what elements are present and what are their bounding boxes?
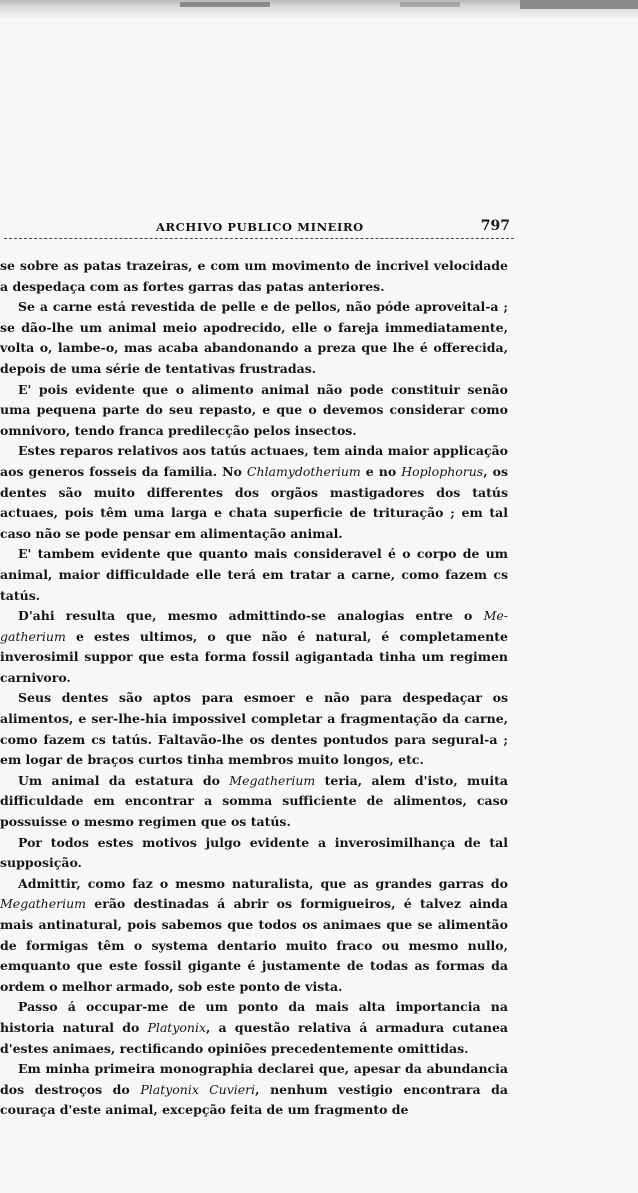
paragraph: [0, 833, 508, 874]
italic-term: Chlamydotherium: [246, 463, 361, 479]
paragraph: [0, 380, 508, 442]
text-run: erão destinadas á abrir os formigueiros, é talvez ainda mais antinatural, pois sabemos que todos os animaes que se alimentão de formigas têm o systema dentario muito fraco ou mesmo nullo, emquanto que este fossil gigante é justamente de todas as formas da ordem o melhor armado, sob este ponto de vista.: [0, 896, 508, 994]
paragraph: [0, 1059, 508, 1121]
paragraph: [0, 297, 508, 379]
text-run: E' tambem evidente que quanto mais consideravel é o corpo de um animal, maior difficuldade elle terá em tratar a carne, como fazem cs tatús.: [0, 546, 508, 603]
italic-term: Megatherium: [229, 772, 316, 788]
text-run: D'ahi resulta que, mesmo admittindo-se analogias entre o: [18, 608, 484, 624]
paragraph: [0, 688, 508, 770]
paragraph: [0, 441, 508, 544]
text-run: Seus dentes são aptos para esmoer e não para despedaçar os alimentos, e ser-lhe-hia impossivel completar a fragmentação da carne, como fazem cs tatús. Faltavão-lhe os dentes pontudos para segural-a ; em logar de braços curtos tinha membros muito longos, etc.: [0, 690, 508, 768]
italic-term: Megatherium: [0, 608, 508, 644]
text-run: Por todos estes motivos julgo evidente a inverosimilhança de tal supposição.: [0, 834, 508, 871]
text-run: Estes reparos relativos aos tatús actuaes, tem ainda maior applicação aos generos fosseis da familia. No: [0, 443, 508, 479]
paragraph: [0, 606, 508, 688]
text-run: Em minha primeira monographia declarei que, apesar da abundancia dos destroços do: [0, 1061, 508, 1097]
page-number: 797: [480, 218, 510, 234]
text-run: Passo á occupar-me de um ponto da mais alta importancia na historia natural do: [0, 999, 508, 1035]
text-run: , nenhum vestigio encontrara da couraça d'este animal, excepção feita de um fragmento de: [0, 1081, 508, 1118]
text-run: Admittir, como faz o mesmo naturalista, que as grandes garras do: [18, 875, 508, 891]
scan-artifact: [400, 2, 460, 7]
text-run: se sobre as patas trazeiras, e com um movimento de incrivel velocidade a despedaça com as fortes garras das patas anteriores.: [0, 258, 508, 294]
scan-artifact: [520, 0, 638, 9]
italic-term: Megatherium: [0, 896, 86, 912]
running-header: [4, 218, 514, 239]
running-title: ARCHIVO PUBLICO MINEIRO: [156, 220, 364, 234]
italic-term: Platyonix Cuvieri: [140, 1081, 256, 1097]
document-page: [0, 218, 514, 1121]
text-run: Um animal da estatura do: [18, 772, 230, 788]
italic-term: Hoplophorus: [401, 463, 484, 479]
text-run: e no: [360, 463, 402, 479]
text-run: E' pois evidente que o alimento animal não pode constituir senão uma pequena parte do seu repasto, e que o devemos considerar como omnivoro, tendo franca predilecção pelos insectos.: [0, 381, 508, 438]
paragraph: [0, 874, 508, 998]
text-run: e estes ultimos, o que não é natural, é completamente inverosimil suppor que esta forma fossil agigantada tinha um regimen carnivoro.: [0, 628, 508, 685]
body-text: [0, 256, 514, 1121]
italic-term: Platyonix: [147, 1019, 207, 1035]
text-run: , os dentes são muito differentes dos orgãos mastigadores dos tatús actuaes, pois têm uma larga e chata superficie de trituração ; em tal caso não se pode pensar em alimentação animal.: [0, 463, 508, 541]
scan-artifact: [180, 2, 270, 7]
scan-top-edge: [0, 0, 638, 20]
text-run: , a questão relativa á armadura cutanea d'estes animaes, rectificando opiniões precedentemente omittidas.: [0, 1019, 508, 1056]
paragraph: [0, 997, 508, 1059]
text-run: Se a carne está revestida de pelle e de pellos, não póde aproveital-a ; se dão-lhe um animal meio apodrecido, elle o fareja immediatamente, volta o, lambe-o, mas acaba abandonando a preza que lhe é offerecida, depois de uma série de tentativas frustradas.: [0, 299, 508, 376]
paragraph: [0, 256, 508, 297]
paragraph: [0, 771, 508, 833]
text-run: teria, alem d'isto, muita difficuldade em encontrar a somma sufficiente de alimentos, caso possuisse o mesmo regimen que os tatús.: [0, 772, 508, 830]
paragraph: [0, 544, 508, 606]
